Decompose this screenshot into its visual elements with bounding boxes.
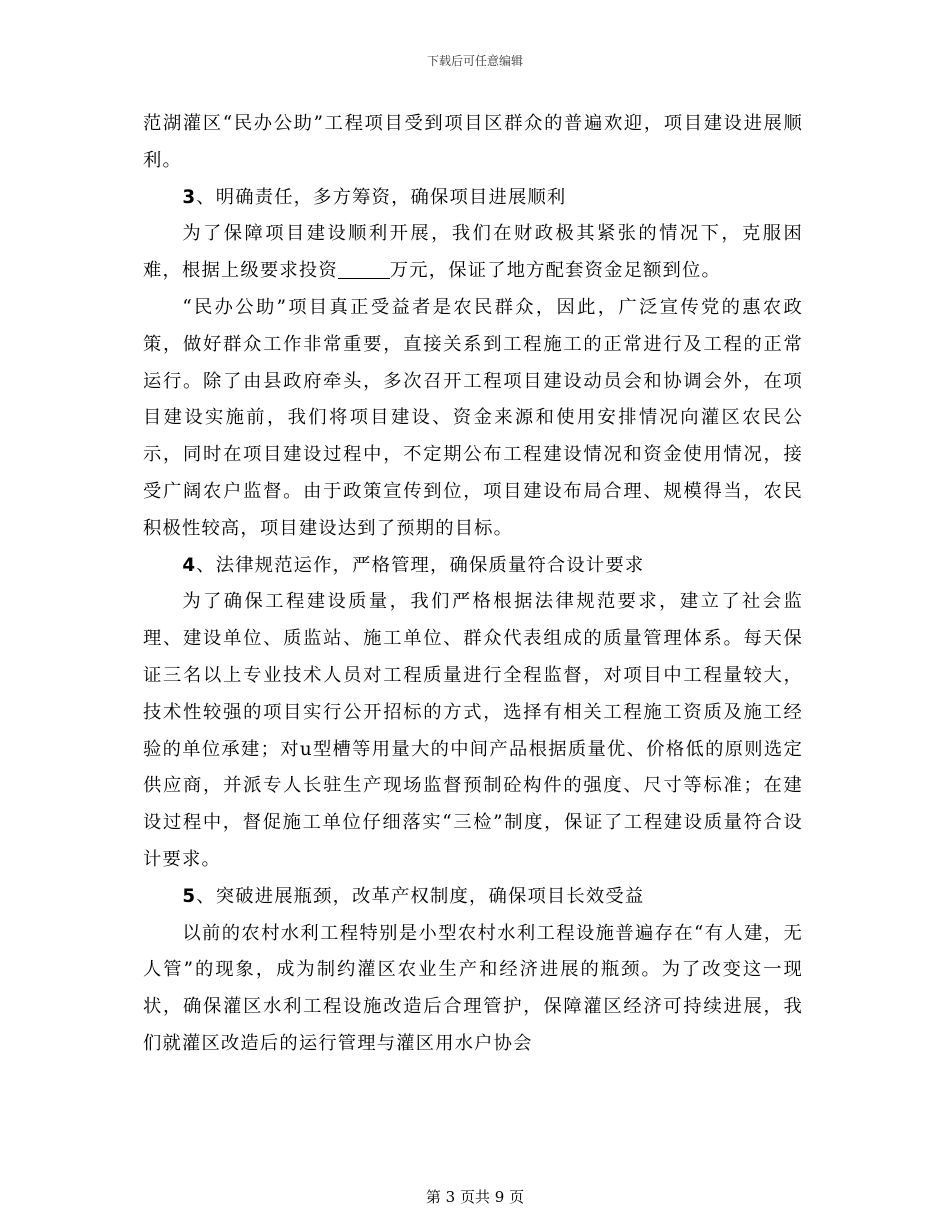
paragraph-continuation: 范湖灌区“民办公助”工程项目受到项目区群众的普遍欢迎，项目建设进展顺利。 [143,113,803,171]
section-heading-3 [143,180,803,217]
paragraph-quality: 为了确保工程建设质量，我们严格根据法律规范要求，建立了社会监理、建设单位、质监站、施工单位、群众代表组成的质量管理体系。每天保证三名以上专业技术人员对工程质量进行全程监督，对项目中工程量较大，技术性较强的项目实行公开招标的方式，选择有相关工程施工资质及施工经验的单位承建；对u型槽等用量大的中间产品根据质量优、价格低的原则选定供应商，并派专人长驻生产现场监督预制砼构件的强度、尺寸等标准；在建设过程中，督促施工单位仔细落实“三检”制度，保证了工程建设质量符合设计要求。 [143,591,803,870]
heading-number: 3 [182,186,197,208]
section-heading-4 [143,548,803,585]
paragraph-publicity: “民办公助”项目真正受益者是农民群众，因此，广泛宣传党的惠农政策，做好群众工作非常重要，直接关系到工程施工的正常进行及工程的正常运行。除了由县政府牵头，多次召开工程项目建设动员会和协调会外，在项目建设实施前，我们将项目建设、资金来源和使用安排情况向灌区农民公示，同时在项目建设过程中，不定期公布工程建设情况和资金使用情况，接受广阔农户监督。由于政策宣传到位，项目建设布局合理、规模得当，农民积极性较高，项目建设达到了预期的目标。 [143,296,803,539]
section-heading-5 [143,879,803,916]
paragraph-investment [143,216,803,290]
heading-number: 5 [182,885,197,907]
paragraph-text-after-blank: 万元，保证了地方配套资金足额到位。 [389,260,721,282]
fill-in-blank [338,260,390,279]
paragraph-reform: 以前的农村水利工程特别是小型农村水利工程设施普遍存在“有人建，无人管”的现象，成为制约灌区农业生产和经济进展的瓶颈。为了改变这一现状，确保灌区水利工程设施改造后合理管护，保障灌区经济可持续进展，我们就灌区改造后的运行管理与灌区用水户协会 [143,922,803,1054]
heading-number: 4 [182,554,197,576]
heading-text: 、法律规范运作，严格管理，确保质量符合设计要求 [196,554,645,576]
paragraph-text-before-blank: 为了保障项目建设顺利开展，我们在财政极其紧张的情况下，克服困难，根据上级要求投资 [143,223,803,282]
document-body [143,106,803,1063]
page-header: 下载后可任意编辑 [426,54,523,68]
heading-text: 、明确责任，多方筹资，确保项目进展顺利 [196,186,567,208]
heading-text: 、突破进展瓶颈，改革产权制度，确保项目长效受益 [196,885,645,907]
page-footer: 第 3 页共 9 页 [425,1188,525,1206]
